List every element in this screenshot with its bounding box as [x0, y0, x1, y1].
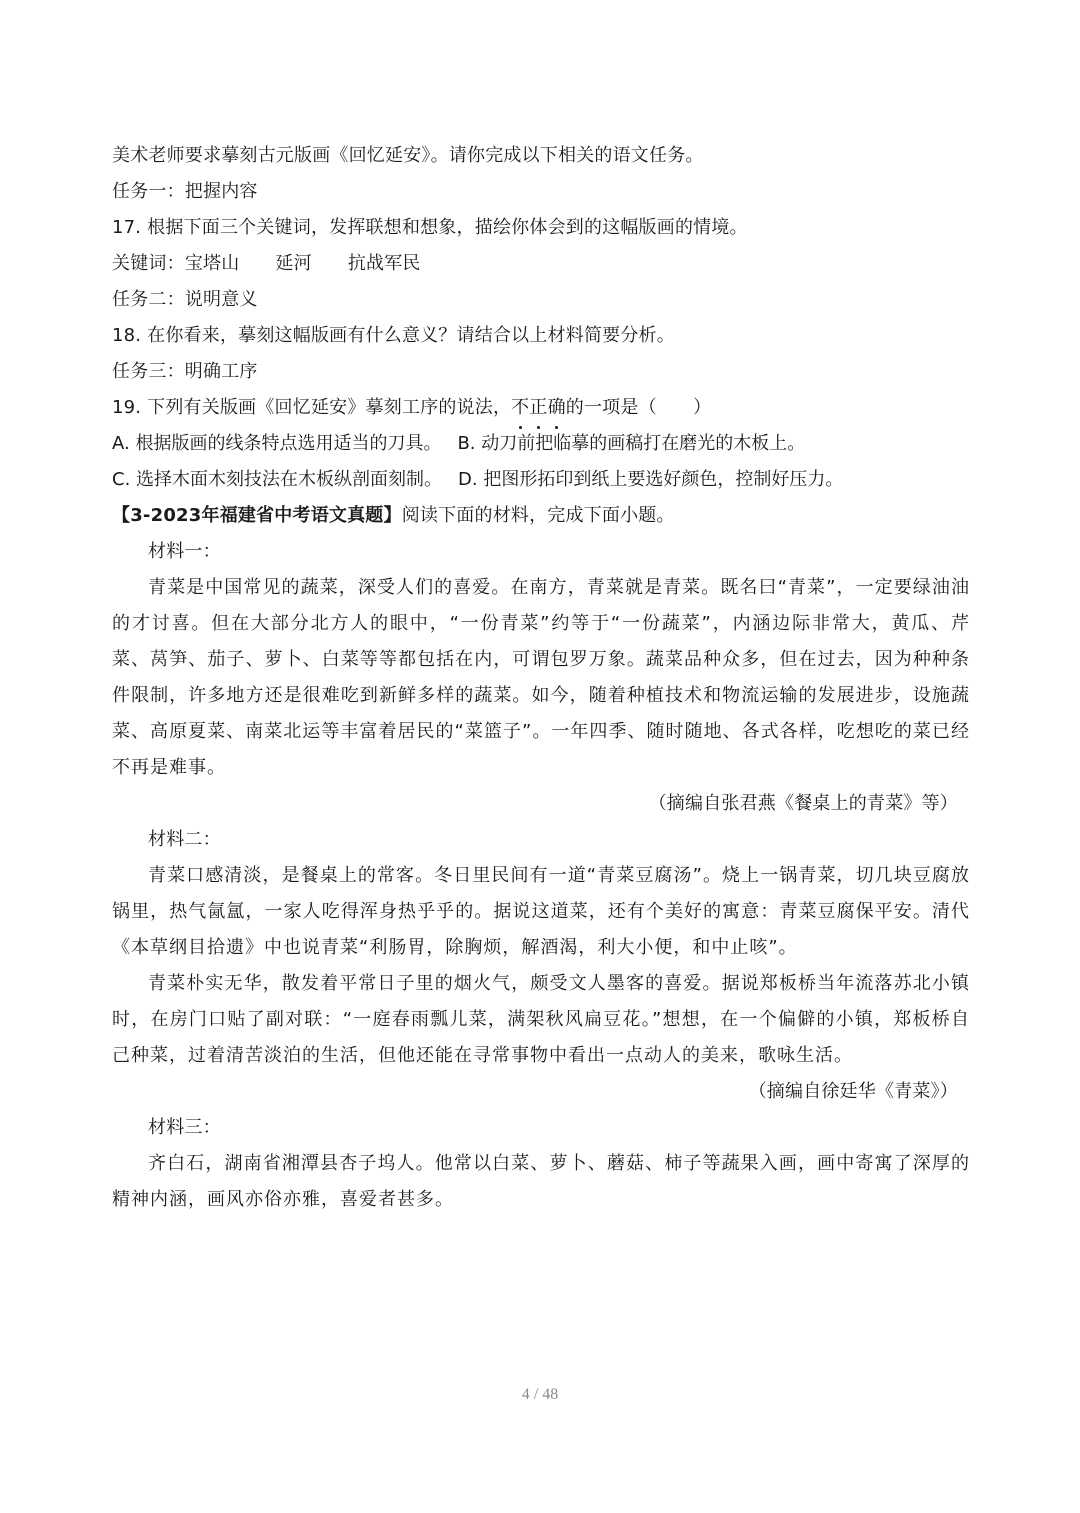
- task1-heading: 任务一：把握内容: [112, 181, 258, 202]
- question-19: [112, 390, 970, 426]
- options-row-2: [112, 462, 970, 498]
- question-19-number: 19.: [112, 397, 142, 418]
- section-source: 【3-2023年福建省中考语文真题】: [112, 505, 402, 526]
- keyword-3: 抗战军民: [347, 253, 421, 274]
- material2-label: 材料二：: [148, 829, 221, 850]
- task2-heading: 任务二：说明意义: [112, 289, 258, 310]
- question-18: [112, 318, 970, 354]
- emphasis-char-3: 确: [548, 390, 566, 426]
- section-instruction: 阅读下面的材料，完成下面小题。: [401, 505, 675, 526]
- question-17-text: 根据下面三个关键词，发挥联想和想象，描绘你体会到的这幅版画的情境。: [147, 217, 748, 238]
- page-content: [112, 138, 970, 1218]
- intro-text: 美术老师要求摹刻古元版画《回忆延安》。请你完成以下相关的语文任务。: [112, 145, 704, 166]
- option-c: C. 选择木面木刻技法在木板纵剖面刻制。: [112, 469, 443, 490]
- emphasis-char-1: 不: [511, 390, 529, 426]
- material1-text: 青菜是中国常见的蔬菜，深受人们的喜爱。在南方，青菜就是青菜。既名曰“青菜”，一定要绿油油的才讨喜。但在大部分北方人的眼中，“一份青菜”约等于“一份蔬菜”，内涵边际非常大，黄瓜、芹菜、莴笋、茄子、萝卜、白菜等等都包括在内，可谓包罗万象。蔬菜品种众多，但在过去，因为种种条件限制，许多地方还是很难吃到新鲜多样的蔬菜。如今，随着种植技术和物流运输的发展进步，设施蔬菜、高原夏菜、南菜北运等丰富着居民的“菜篮子”。一年四季、随时随地、各式各样，吃想吃的菜已经不再是难事。: [112, 577, 970, 778]
- keywords-label: 关键词：: [112, 253, 185, 274]
- keywords-line: [112, 246, 970, 282]
- question-19-text-after: 的一项是（ ）: [565, 397, 712, 418]
- page-number: 4 / 48: [521, 1386, 559, 1403]
- question-18-number: 18.: [112, 325, 142, 346]
- section-header: [112, 498, 970, 534]
- keyword-1: 宝塔山: [184, 253, 240, 274]
- material2-paragraph-1: 青菜口感清淡，是餐桌上的常客。冬日里民间有一道“青菜豆腐汤”。烧上一锅青菜，切几块豆腐放锅里，热气氤氲，一家人吃得浑身热乎乎的。据说这道菜，还有个美好的寓意：青菜豆腐保平安。清代《本草纲目拾遗》中也说青菜“利肠胃，除胸烦，解酒渴，利大小便，和中止咳”。: [112, 865, 970, 958]
- material1-source: （摘编自张君燕《餐桌上的青菜》等）: [648, 793, 958, 814]
- option-b: B. 动刀前把临摹的画稿打在磨光的木板上。: [457, 433, 806, 454]
- keyword-2: 延河: [275, 253, 312, 274]
- question-19-text-before: 下列有关版画《回忆延安》摹刻工序的说法，: [147, 397, 512, 418]
- question-18-text: 在你看来，摹刻这幅版画有什么意义？请结合以上材料简要分析。: [147, 325, 675, 346]
- question-17: [112, 210, 970, 246]
- question-17-number: 17.: [112, 217, 142, 238]
- material1-label: 材料一：: [148, 541, 221, 562]
- task3-heading: 任务三：明确工序: [112, 361, 258, 382]
- material3-label: 材料三：: [148, 1117, 221, 1138]
- material3-text: 齐白石，湖南省湘潭县杏子坞人。他常以白菜、萝卜、蘑菇、柿子等蔬果入画，画中寄寓了深厚的精神内涵，画风亦俗亦雅，喜爱者甚多。: [112, 1153, 970, 1210]
- options-row-1: [112, 426, 970, 462]
- option-a: A. 根据版画的线条特点选用适当的刀具。: [112, 433, 442, 454]
- emphasis-char-2: 正: [529, 390, 547, 426]
- material2-paragraph-2: 青菜朴实无华，散发着平常日子里的烟火气，颇受文人墨客的喜爱。据说郑板桥当年流落苏北小镇时，在房门口贴了副对联：“一庭春雨瓢儿菜，满架秋风扁豆花。”想想，在一个偏僻的小镇，郑板桥自己种菜，过着清苦淡泊的生活，但他还能在寻常事物中看出一点动人的美来，歌咏生活。: [112, 973, 970, 1066]
- option-d: D. 把图形拓印到纸上要选好颜色，控制好压力。: [458, 469, 844, 490]
- material2-source: （摘编自徐廷华《青菜》）: [748, 1081, 958, 1102]
